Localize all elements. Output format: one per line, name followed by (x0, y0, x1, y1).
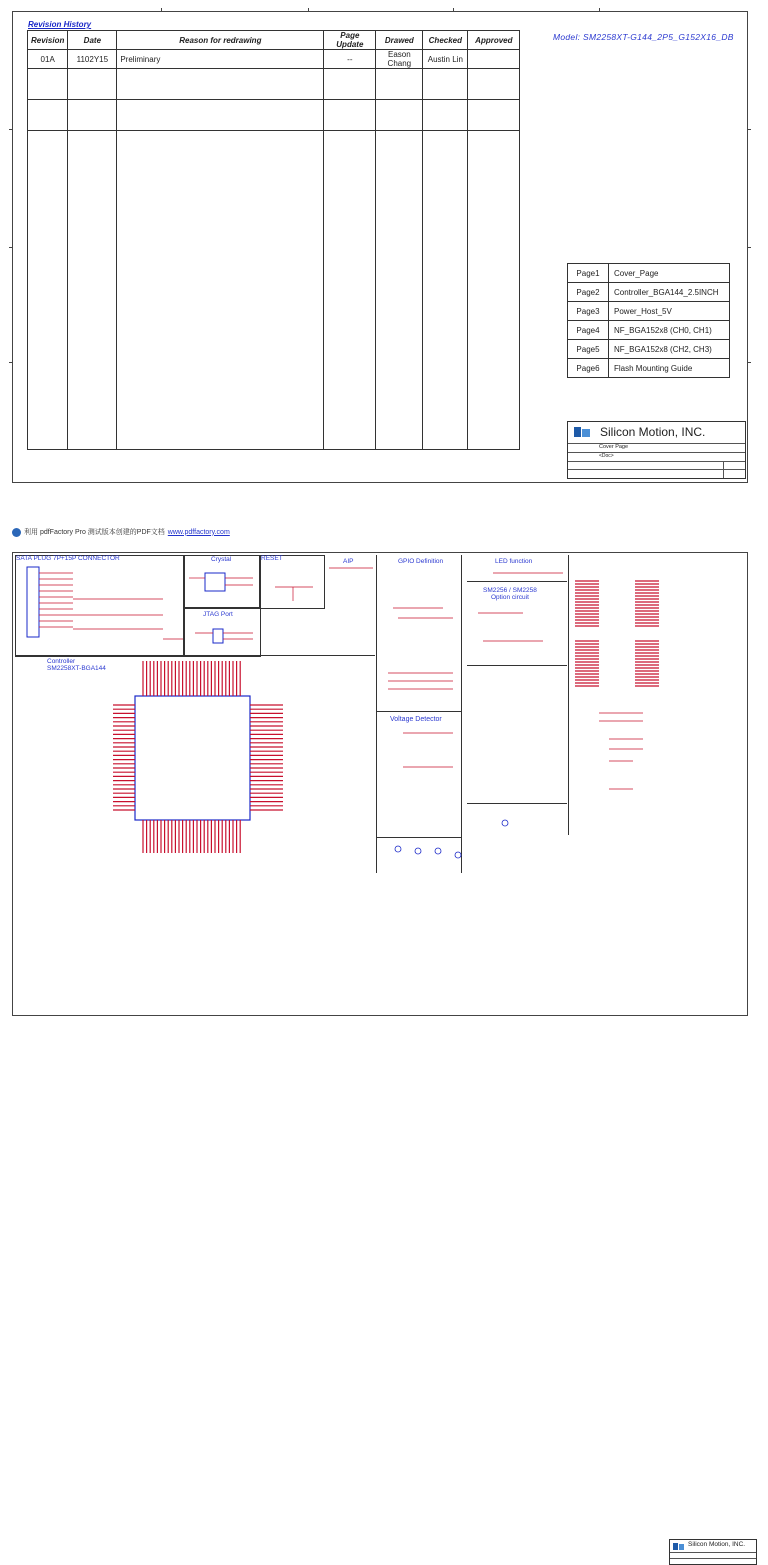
led-title: LED function (495, 558, 533, 565)
col-revision: Revision (28, 31, 68, 50)
cell-date: 1102Y15 (68, 50, 117, 69)
cell-page-update: -- (324, 50, 376, 69)
cell-revision: 01A (28, 50, 68, 69)
page-name: Cover_Page (609, 264, 730, 283)
page-name: Controller_BGA144_2.5INCH (609, 283, 730, 302)
company-name: Silicon Motion, INC. (688, 1541, 746, 1548)
model-label: Model: SM2258XT-G144_2P5_G152X16_DB (553, 32, 734, 42)
table-row (28, 50, 520, 69)
cover-sheet (12, 11, 748, 483)
company-name: Silicon Motion, INC. (600, 425, 706, 439)
reset-title: RESET (261, 555, 283, 562)
table-row (28, 69, 520, 100)
cell-drawed: Eason Chang (376, 50, 423, 69)
title-label: Cover Page (599, 444, 629, 450)
page-number: Page4 (568, 321, 609, 340)
company-logo-icon (572, 425, 592, 439)
revision-history-title: Revision History (28, 20, 92, 29)
page-name: NF_BGA152x8 (CH0, CH1) (609, 321, 730, 340)
col-checked: Checked (423, 31, 468, 50)
page-number: Page6 (568, 359, 609, 378)
list-item (568, 264, 730, 283)
list-item (568, 321, 730, 340)
cell-approved (468, 50, 520, 69)
cell-checked: Austin Lin (423, 50, 468, 69)
col-approved: Approved (468, 31, 520, 50)
cell-reason: Preliminary (117, 50, 324, 69)
pdf-footer (12, 527, 230, 537)
title-block (567, 421, 746, 479)
crystal-title: Crystal (211, 556, 232, 563)
page-number: Page3 (568, 302, 609, 321)
col-date: Date (68, 31, 117, 50)
col-reason: Reason for redrawing (117, 31, 324, 50)
list-item (568, 283, 730, 302)
gpio-title: GPIO Definition (398, 558, 444, 565)
table-row (28, 131, 520, 450)
page-name: Flash Mounting Guide (609, 359, 730, 378)
list-item (568, 340, 730, 359)
revision-header-row (28, 31, 520, 50)
schematic-sheet (12, 552, 748, 1548)
page-index-table (567, 263, 730, 378)
aip-title: AIP (343, 558, 354, 565)
schematic-title-block (669, 1539, 757, 1565)
pdffactory-icon (12, 528, 21, 537)
sata-title: SATA PLUG 7P+15P CONNECTOR (16, 555, 120, 562)
table-row (28, 100, 520, 131)
list-item (568, 359, 730, 378)
page-number: Page1 (568, 264, 609, 283)
page-name: Power_Host_5V (609, 302, 730, 321)
jtag-title: JTAG Port (203, 611, 233, 618)
schematic-drawing (13, 553, 747, 1015)
revision-table (27, 30, 520, 450)
controller-title: Controller SM2258XT-BGA144 (47, 658, 106, 672)
page-number: Page2 (568, 283, 609, 302)
col-page-update: Page Update (324, 31, 376, 50)
footer-link[interactable]: www.pdffactory.com (167, 528, 230, 536)
company-logo-icon (673, 1542, 685, 1551)
page-name: NF_BGA152x8 (CH2, CH3) (609, 340, 730, 359)
footer-text: 利用 pdfFactory Pro 测试版本创建的PDF文档 (24, 529, 165, 536)
list-item (568, 302, 730, 321)
page-number: Page5 (568, 340, 609, 359)
col-drawed: Drawed (376, 31, 423, 50)
option-title: SM2256 / SM2258 Option circuit (483, 587, 537, 601)
doc-label: <Doc> (599, 453, 614, 459)
voltage-title: Voltage Detector (390, 716, 442, 723)
